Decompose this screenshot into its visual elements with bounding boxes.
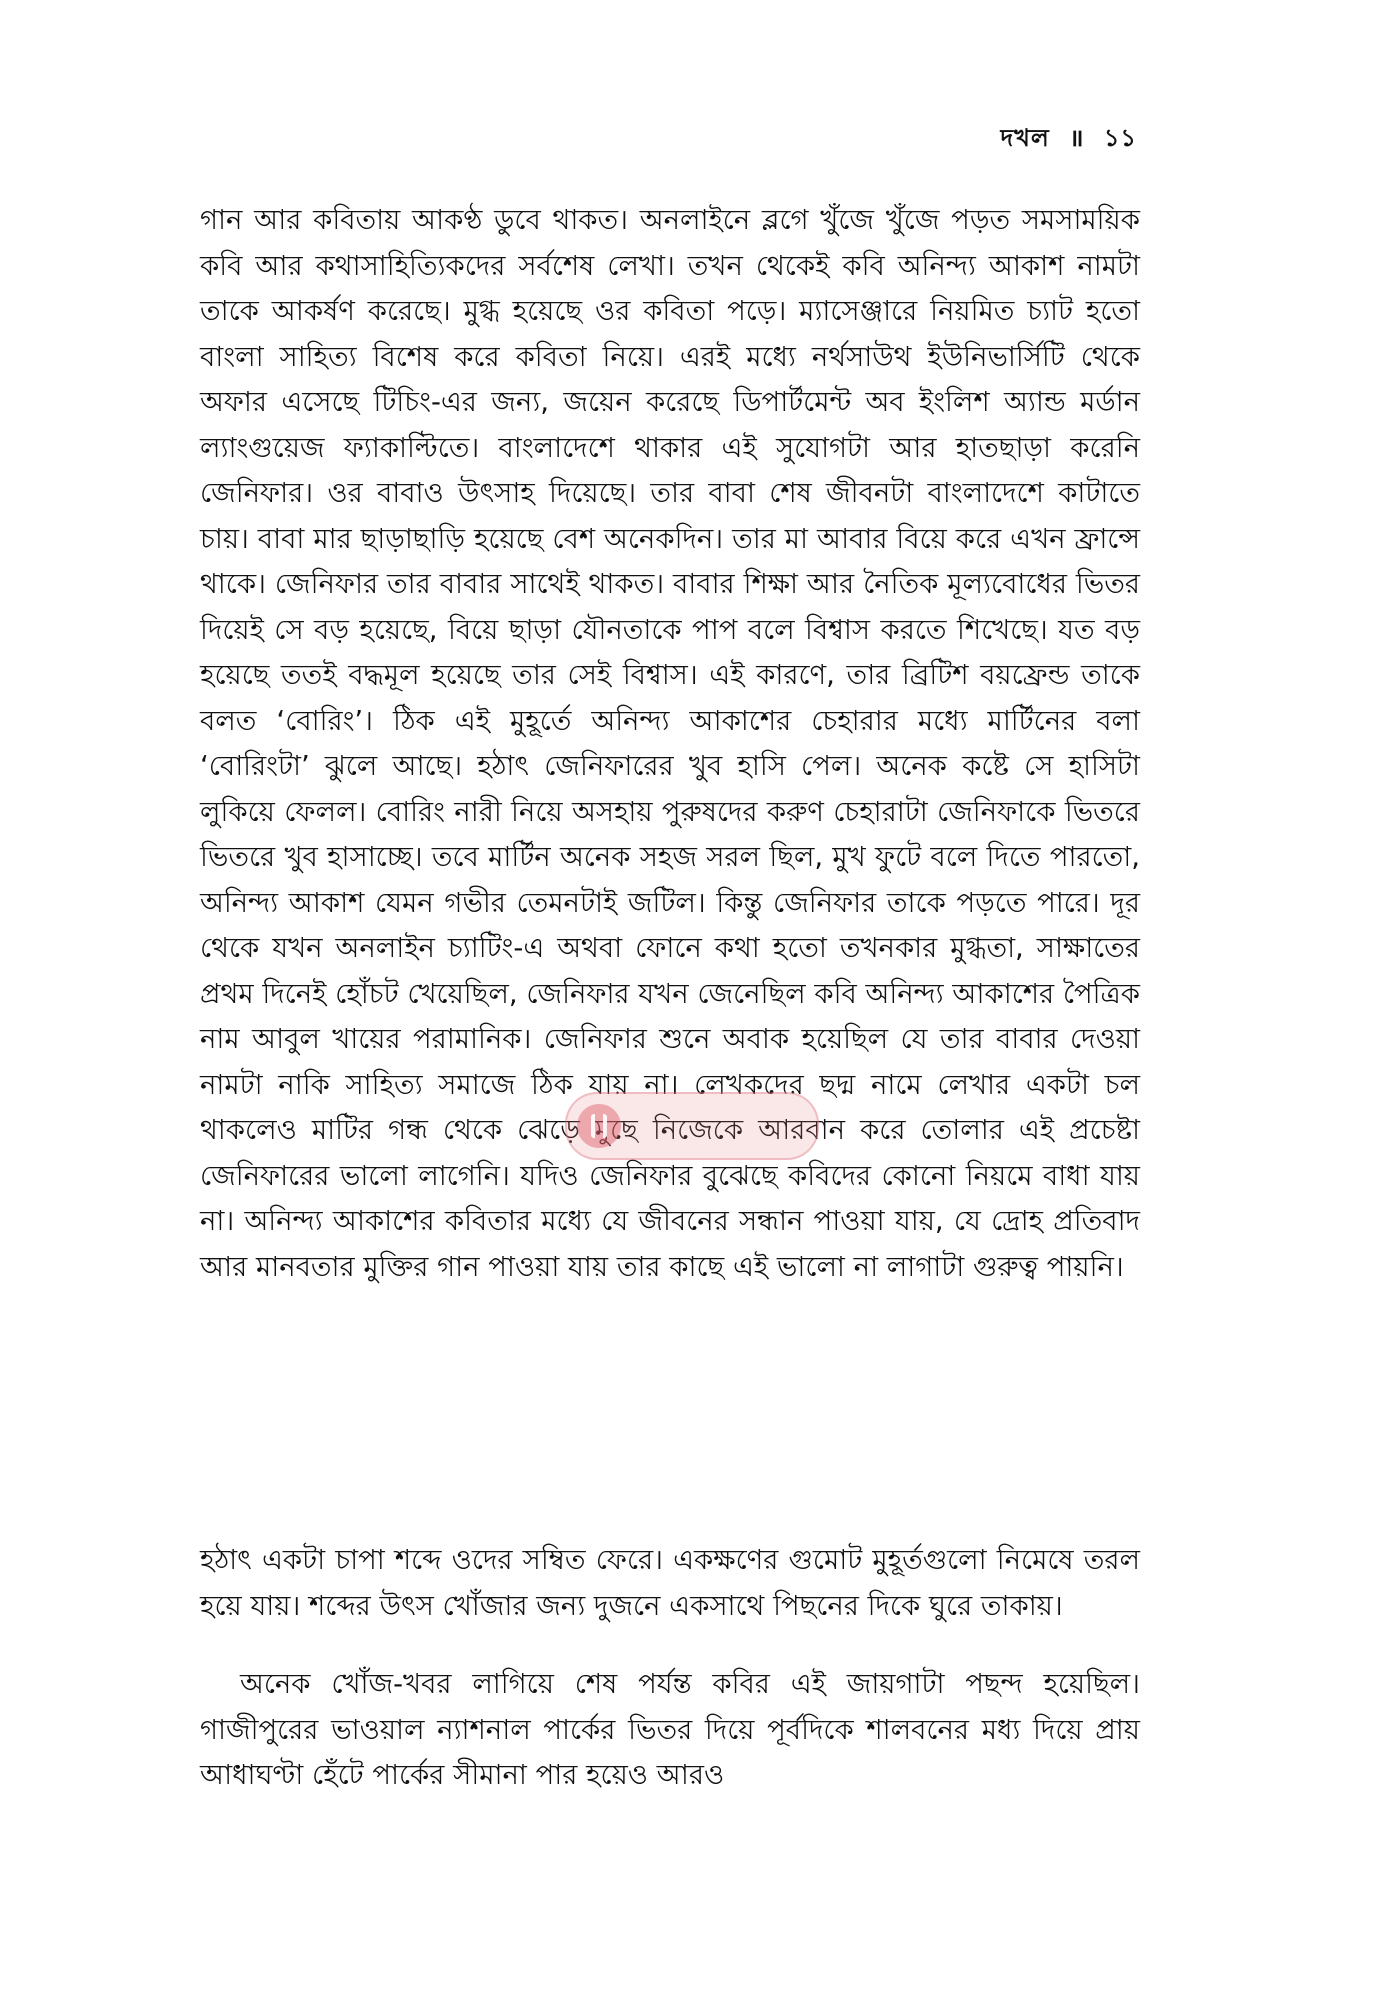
header-separator: ॥ — [1069, 124, 1085, 152]
watermark-icon — [577, 1104, 621, 1148]
book-title: দখল — [1000, 124, 1050, 152]
body-paragraph-3 — [200, 1662, 1140, 1799]
running-header — [1000, 120, 1137, 160]
paragraph-text: হঠাৎ একটা চাপা শব্দে ওদের সম্বিত ফেরে। একক্ষণের গুমোট মুহূর্তগুলো নিমেষে তরল হয়ে যায়। শব্দের উৎস খোঁজার জন্য দুজনে একসাথে পিছনের দিকে ঘুরে তাকায়। — [200, 1544, 1140, 1622]
page-number: ১১ — [1103, 124, 1137, 152]
paragraph-text: গান আর কবিতায় আকণ্ঠ ডুবে থাকত। অনলাইনে ব্লগে খুঁজে খুঁজে পড়ত সমসাময়িক কবি আর কথাসাহিত্যিকদের সর্বশেষ লেখা। তখন থেকেই কবি অনিন্দ্য আকাশ নামটা তাকে আকর্ষণ করেছে। মুগ্ধ হয়েছে ওর কবিতা পড়ে। ম্যাসেঞ্জারে নিয়মিত চ্যাট হতো বাংলা সাহিত্য বিশেষ করে কবিতা নিয়ে। এরই মধ্যে নর্থসাউথ ইউনিভার্সিটি থেকে অফার এসেছে টিচিং-এর জন্য, জয়েন করেছে ডিপার্টমেন্ট অব ইংলিশ অ্যান্ড মর্ডান ল্যাংগুয়েজ ফ্যাকাল্টিতে। বাংলাদেশে থাকার এই সুযোগটা আর হাতছাড়া করেনি জেনিফার। ওর বাবাও উৎসাহ দিয়েছে। তার বাবা শেষ জীবনটা বাংলাদেশে কাটাতে চায়। বাবা মার ছাড়াছাড়ি হয়েছে বেশ অনেকদিন। তার মা আবার বিয়ে করে এখন ফ্রান্সে থাকে। জেনিফার তার বাবার সাথেই থাকত। বাবার শিক্ষা আর নৈতিক মূল্যবোধের ভিতর দিয়েই সে বড় হয়েছে, বিয়ে ছাড়া যৌনতাকে পাপ বলে বিশ্বাস করতে শিখেছে। যত বড় হয়েছে ততই বদ্ধমূল হয়েছে তার সেই বিশ্বাস। এই কারণে, তার ব্রিটিশ বয়ফ্রেন্ড তাকে বলত ‘বোরিং’। ঠিক এই মুহূর্তে অনিন্দ্য আকাশের চেহারার মধ্যে মার্টিনের বলা ‘বোরিংটা’ ঝুলে আছে। হঠাৎ জেনিফারের খুব হাসি পেল। অনেক কষ্টে সে হাসিটা লুকিয়ে ফেলল। বোরিং নারী নিয়ে অসহায় পুরুষদের করুণ চেহারাটা জেনিফাকে ভিতরে ভিতরে খুব হাসাচ্ছে। তবে মার্টিন অনেক সহজ সরল ছিল, মুখ ফুটে বলে দিতে পারতো, অনিন্দ্য আকাশ যেমন গভীর তেমনটাই জটিল। কিন্তু জেনিফার তাকে পড়তে পারে। দূর থেকে যখন অনলাইন চ্যাটিং-এ অথবা ফোনে কথা হতো তখনকার মুগ্ধতা, সাক্ষাতের প্রথম দিনেই হোঁচট খেয়েছিল, জেনিফার যখন জেনেছিল কবি অনিন্দ্য আকাশের পৈত্রিক নাম আবুল খায়ের পরামানিক। জেনিফার শুনে অবাক হয়েছিল যে তার বাবার দেওয়া নামটা নাকি সাহিত্য সমাজে ঠিক যায় না। লেখকদের ছদ্ম নামে লেখার একটা চল থাকলেও মাটির গন্ধ থেকে ঝেড়ে মুছে নিজেকে আরবান করে তোলার এই প্রচেষ্টা জেনিফারের ভালো লাগেনি। যদিও জেনিফার বুঝেছে কবিদের কোনো নিয়মে বাধা যায় না। অনিন্দ্য আকাশের কবিতার মধ্যে যে জীবনের সন্ধান পাওয়া যায়, যে দ্রোহ প্রতিবাদ আর মানবতার মুক্তির গান পাওয়া যায় তার কাছে এই ভালো না লাগাটা গুরুত্ব পায়নি। — [200, 204, 1140, 1283]
watermark-logo — [565, 1092, 819, 1160]
body-paragraph-2 — [200, 1538, 1140, 1629]
paragraph-text: অনেক খোঁজ-খবর লাগিয়ে শেষ পর্যন্ত কবির এই জায়গাটা পছন্দ হয়েছিল। গাজীপুরের ভাওয়াল ন্যাশনাল পার্কের ভিতর দিয়ে পূর্বদিকে শালবনের মধ্য দিয়ে প্রায় আধাঘণ্টা হেঁটে পার্কের সীমানা পার হয়েও আরও — [200, 1668, 1140, 1791]
